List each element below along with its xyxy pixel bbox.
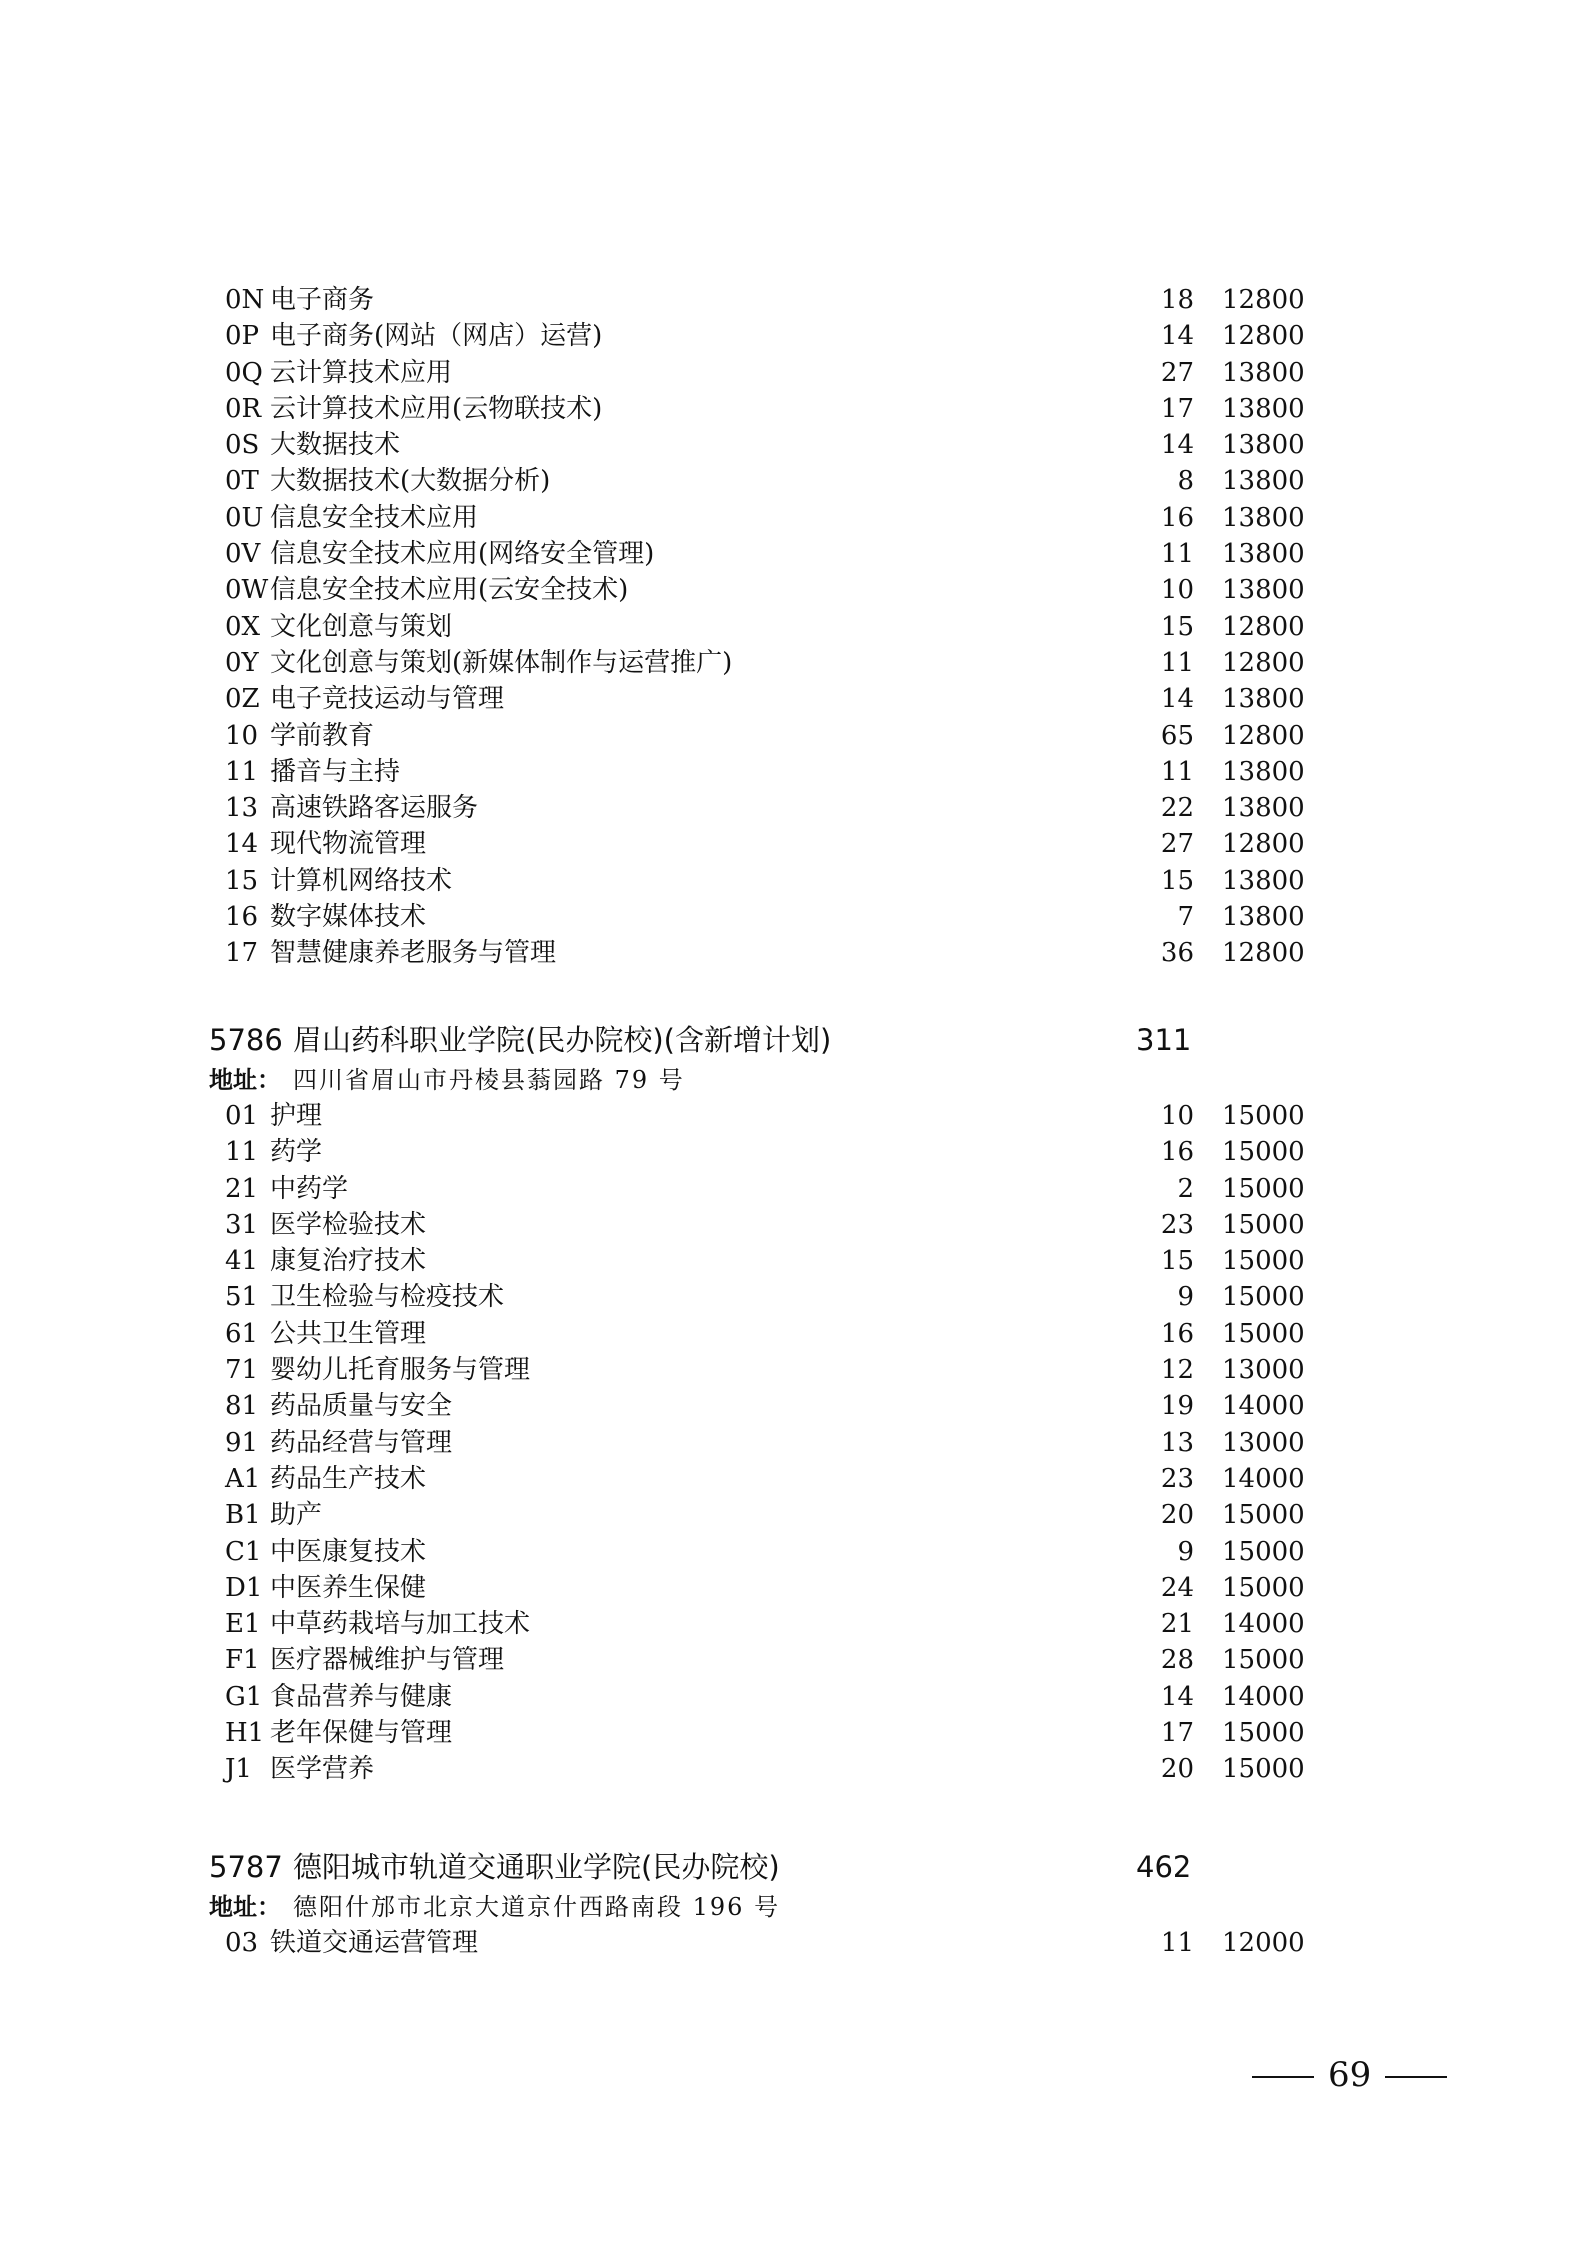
major-name: 中医康复技术 xyxy=(270,1536,427,1567)
footer-dash-left xyxy=(1252,2076,1314,2078)
major-name: 学前教育 xyxy=(270,720,375,751)
major-code: J1 xyxy=(225,1754,252,1785)
major-code: 31 xyxy=(225,1209,259,1240)
major-row xyxy=(0,1425,1587,1461)
major-row xyxy=(0,1388,1587,1424)
major-row xyxy=(0,536,1587,572)
major-row xyxy=(0,463,1587,499)
tuition-fee: 14000 xyxy=(1222,1609,1305,1640)
enrollment-count: 11 xyxy=(1160,539,1194,570)
enrollment-count: 24 xyxy=(1160,1572,1194,1603)
major-row xyxy=(0,282,1587,318)
major-row xyxy=(0,1925,1587,1961)
major-code: 0V xyxy=(225,539,261,570)
tuition-fee: 12800 xyxy=(1222,611,1305,642)
enrollment-count: 23 xyxy=(1160,1209,1194,1240)
tuition-fee: 15000 xyxy=(1222,1754,1305,1785)
major-row xyxy=(0,863,1587,899)
major-name: 婴幼儿托育服务与管理 xyxy=(270,1355,531,1386)
major-name: 中草药栽培与加工技术 xyxy=(270,1609,531,1640)
major-row xyxy=(0,1679,1587,1715)
tuition-fee: 13800 xyxy=(1222,902,1305,933)
major-row xyxy=(0,681,1587,717)
major-code: 0T xyxy=(225,466,259,497)
major-name: 云计算技术应用(云物联技术) xyxy=(270,393,603,424)
major-code: 21 xyxy=(225,1173,259,1204)
school-id: 5786 xyxy=(209,1023,283,1057)
tuition-fee: 15000 xyxy=(1222,1282,1305,1313)
major-row xyxy=(0,1606,1587,1642)
major-code: 16 xyxy=(225,902,259,933)
enrollment-count: 16 xyxy=(1160,1318,1194,1349)
major-name: 大数据技术(大数据分析) xyxy=(270,466,551,497)
major-code: 11 xyxy=(225,756,259,787)
major-name: 卫生检验与检疫技术 xyxy=(270,1282,505,1313)
enrollment-count: 15 xyxy=(1160,865,1194,896)
footer-dash-right xyxy=(1385,2076,1447,2078)
major-code: 0N xyxy=(225,285,265,315)
school-total: 311 xyxy=(1136,1023,1192,1057)
enrollment-count: 65 xyxy=(1160,720,1194,751)
enrollment-count: 14 xyxy=(1160,430,1194,461)
major-code: 0S xyxy=(225,430,260,461)
major-name: 康复治疗技术 xyxy=(270,1246,427,1277)
major-name: 文化创意与策划(新媒体制作与运营推广) xyxy=(270,647,733,678)
tuition-fee: 15000 xyxy=(1222,1572,1305,1603)
tuition-fee: 13800 xyxy=(1222,539,1305,570)
major-name: 助产 xyxy=(270,1500,323,1531)
tuition-fee: 13800 xyxy=(1222,684,1305,715)
enrollment-count: 14 xyxy=(1160,684,1194,715)
major-name: 大数据技术 xyxy=(270,430,401,461)
enrollment-count: 27 xyxy=(1160,829,1194,860)
major-code: 81 xyxy=(225,1391,259,1422)
major-name: 现代物流管理 xyxy=(270,829,427,860)
major-name: 数字媒体技术 xyxy=(270,902,427,933)
tuition-fee: 13800 xyxy=(1222,756,1305,787)
school-header xyxy=(0,1018,1587,1062)
tuition-fee: 14000 xyxy=(1222,1463,1305,1494)
major-name: 电子商务 xyxy=(270,285,375,315)
major-name: 老年保健与管理 xyxy=(270,1718,453,1749)
major-row xyxy=(0,1243,1587,1279)
major-name: 医学营养 xyxy=(270,1754,375,1785)
major-row xyxy=(0,572,1587,608)
major-name: 播音与主持 xyxy=(270,756,401,787)
enrollment-count: 11 xyxy=(1160,647,1194,678)
tuition-fee: 15000 xyxy=(1222,1536,1305,1567)
enrollment-count: 15 xyxy=(1160,611,1194,642)
major-code: C1 xyxy=(225,1536,262,1567)
tuition-fee: 13800 xyxy=(1222,393,1305,424)
major-code: 10 xyxy=(225,720,259,751)
major-code: 0U xyxy=(225,502,264,533)
major-name: 信息安全技术应用(云安全技术) xyxy=(270,575,629,606)
tuition-fee: 12800 xyxy=(1222,285,1305,315)
tuition-fee: 15000 xyxy=(1222,1718,1305,1749)
tuition-fee: 15000 xyxy=(1222,1318,1305,1349)
major-row xyxy=(0,355,1587,391)
major-name: 食品营养与健康 xyxy=(270,1681,453,1712)
school-name: 德阳城市轨道交通职业学院(民办院校) xyxy=(293,1850,780,1884)
enrollment-count: 12 xyxy=(1160,1355,1194,1386)
enrollment-count: 11 xyxy=(1160,1928,1194,1958)
enrollment-count: 16 xyxy=(1160,502,1194,533)
major-name: 药品生产技术 xyxy=(270,1463,427,1494)
major-code: 15 xyxy=(225,865,259,896)
major-name: 云计算技术应用 xyxy=(270,357,453,388)
tuition-fee: 12000 xyxy=(1222,1928,1305,1958)
major-name: 铁道交通运营管理 xyxy=(270,1928,479,1958)
major-name: 智慧健康养老服务与管理 xyxy=(270,938,557,969)
enrollment-count: 14 xyxy=(1160,321,1194,352)
enrollment-count: 16 xyxy=(1160,1137,1194,1168)
major-code: A1 xyxy=(225,1463,261,1494)
major-code: 03 xyxy=(225,1928,259,1958)
enrollment-count: 23 xyxy=(1160,1463,1194,1494)
major-list-continued xyxy=(0,282,1587,972)
major-code: 17 xyxy=(225,938,259,969)
enrollment-count: 9 xyxy=(1177,1282,1194,1313)
school-header xyxy=(0,1845,1587,1889)
enrollment-count: 2 xyxy=(1177,1173,1194,1204)
school-block-5787 xyxy=(0,1845,1587,1961)
school-id: 5787 xyxy=(209,1850,283,1884)
major-code: 0W xyxy=(225,575,269,606)
enrollment-count: 9 xyxy=(1177,1536,1194,1567)
enrollment-count: 14 xyxy=(1160,1681,1194,1712)
major-row xyxy=(0,427,1587,463)
major-code: 0Q xyxy=(225,357,263,388)
major-code: E1 xyxy=(225,1609,261,1640)
tuition-fee: 14000 xyxy=(1222,1681,1305,1712)
tuition-fee: 12800 xyxy=(1222,829,1305,860)
tuition-fee: 15000 xyxy=(1222,1645,1305,1676)
tuition-fee: 15000 xyxy=(1222,1209,1305,1240)
school-total: 462 xyxy=(1136,1850,1192,1884)
tuition-fee: 13800 xyxy=(1222,430,1305,461)
major-name: 药品质量与安全 xyxy=(270,1391,453,1422)
major-name: 信息安全技术应用(网络安全管理) xyxy=(270,539,655,570)
major-code: 41 xyxy=(225,1246,259,1277)
address-label: 地址： xyxy=(209,1066,281,1094)
enrollment-count: 18 xyxy=(1160,285,1194,315)
enrollment-count: 28 xyxy=(1160,1645,1194,1676)
tuition-fee: 15000 xyxy=(1222,1246,1305,1277)
page-footer xyxy=(1238,2055,1461,2095)
major-code: 71 xyxy=(225,1355,259,1386)
major-code: 0P xyxy=(225,321,260,352)
school-address xyxy=(0,1889,1587,1925)
tuition-fee: 13800 xyxy=(1222,793,1305,824)
enrollment-count: 10 xyxy=(1160,1101,1194,1131)
tuition-fee: 13800 xyxy=(1222,865,1305,896)
tuition-fee: 13800 xyxy=(1222,466,1305,497)
school-name: 眉山药科职业学院(民办院校)(含新增计划) xyxy=(293,1023,832,1057)
major-code: 91 xyxy=(225,1427,259,1458)
major-code: 11 xyxy=(225,1137,259,1168)
tuition-fee: 12800 xyxy=(1222,938,1305,969)
enrollment-count: 11 xyxy=(1160,756,1194,787)
major-code: 0R xyxy=(225,393,262,424)
major-code: 14 xyxy=(225,829,259,860)
major-code: B1 xyxy=(225,1500,261,1531)
major-code: 61 xyxy=(225,1318,259,1349)
school-block-5786 xyxy=(0,1018,1587,1788)
enrollment-count: 15 xyxy=(1160,1246,1194,1277)
major-row xyxy=(0,1171,1587,1207)
major-code: 0Y xyxy=(225,647,259,678)
major-row xyxy=(0,1715,1587,1751)
tuition-fee: 13800 xyxy=(1222,502,1305,533)
enrollment-count: 36 xyxy=(1160,938,1194,969)
major-name: 电子竞技运动与管理 xyxy=(270,684,505,715)
enrollment-count: 22 xyxy=(1160,793,1194,824)
major-code: 51 xyxy=(225,1282,259,1313)
tuition-fee: 15000 xyxy=(1222,1173,1305,1204)
address-value: 四川省眉山市丹棱县蓊园路 79 号 xyxy=(293,1066,685,1094)
enrollment-count: 17 xyxy=(1160,393,1194,424)
major-name: 医学检验技术 xyxy=(270,1209,427,1240)
enrollment-count: 7 xyxy=(1177,902,1194,933)
major-code: D1 xyxy=(225,1572,263,1603)
tuition-fee: 12800 xyxy=(1222,321,1305,352)
major-row xyxy=(0,1751,1587,1787)
major-row xyxy=(0,500,1587,536)
tuition-fee: 14000 xyxy=(1222,1391,1305,1422)
major-row xyxy=(0,754,1587,790)
major-row xyxy=(0,1497,1587,1533)
major-row xyxy=(0,1316,1587,1352)
enrollment-count: 20 xyxy=(1160,1500,1194,1531)
tuition-fee: 12800 xyxy=(1222,720,1305,751)
major-name: 护理 xyxy=(270,1101,323,1131)
major-code: G1 xyxy=(225,1681,263,1712)
major-row xyxy=(0,935,1587,971)
page-number: 69 xyxy=(1328,2055,1372,2095)
address-value: 德阳什邡市北京大道京什西路南段 196 号 xyxy=(293,1893,781,1921)
major-row xyxy=(0,826,1587,862)
enrollment-count: 20 xyxy=(1160,1754,1194,1785)
major-row xyxy=(0,1534,1587,1570)
major-name: 中医养生保健 xyxy=(270,1572,427,1603)
major-name: 电子商务(网站（网店）运营) xyxy=(270,321,603,352)
major-row xyxy=(0,318,1587,354)
major-name: 医疗器械维护与管理 xyxy=(270,1645,505,1676)
major-code: 01 xyxy=(225,1101,259,1131)
major-row xyxy=(0,899,1587,935)
major-name: 高速铁路客运服务 xyxy=(270,793,479,824)
major-name: 药学 xyxy=(270,1137,323,1168)
major-row xyxy=(0,1461,1587,1497)
major-row xyxy=(0,1570,1587,1606)
enrollment-count: 17 xyxy=(1160,1718,1194,1749)
enrollment-count: 21 xyxy=(1160,1609,1194,1640)
major-row xyxy=(0,718,1587,754)
major-row xyxy=(0,1098,1587,1134)
major-row xyxy=(0,790,1587,826)
major-row xyxy=(0,609,1587,645)
major-name: 中药学 xyxy=(270,1173,349,1204)
enrollment-count: 8 xyxy=(1177,466,1194,497)
tuition-fee: 15000 xyxy=(1222,1137,1305,1168)
school-address xyxy=(0,1062,1587,1098)
tuition-fee: 13000 xyxy=(1222,1427,1305,1458)
major-name: 信息安全技术应用 xyxy=(270,502,479,533)
enrollment-count: 19 xyxy=(1160,1391,1194,1422)
tuition-fee: 15000 xyxy=(1222,1101,1305,1131)
major-row xyxy=(0,1134,1587,1170)
enrollment-count: 27 xyxy=(1160,357,1194,388)
major-code: H1 xyxy=(225,1718,265,1749)
major-code: 13 xyxy=(225,793,259,824)
major-row xyxy=(0,1352,1587,1388)
major-code: 0X xyxy=(225,611,261,642)
major-name: 公共卫生管理 xyxy=(270,1318,427,1349)
tuition-fee: 13800 xyxy=(1222,575,1305,606)
address-label: 地址： xyxy=(209,1893,281,1921)
major-row xyxy=(0,1279,1587,1315)
major-code: 0Z xyxy=(225,684,260,715)
major-row xyxy=(0,1207,1587,1243)
major-name: 药品经营与管理 xyxy=(270,1427,453,1458)
major-code: F1 xyxy=(225,1645,260,1676)
major-name: 文化创意与策划 xyxy=(270,611,453,642)
tuition-fee: 15000 xyxy=(1222,1500,1305,1531)
major-row xyxy=(0,645,1587,681)
tuition-fee: 12800 xyxy=(1222,647,1305,678)
tuition-fee: 13000 xyxy=(1222,1355,1305,1386)
major-row xyxy=(0,1642,1587,1678)
enrollment-count: 10 xyxy=(1160,575,1194,606)
major-row xyxy=(0,391,1587,427)
major-name: 计算机网络技术 xyxy=(270,865,453,896)
enrollment-count: 13 xyxy=(1160,1427,1194,1458)
tuition-fee: 13800 xyxy=(1222,357,1305,388)
